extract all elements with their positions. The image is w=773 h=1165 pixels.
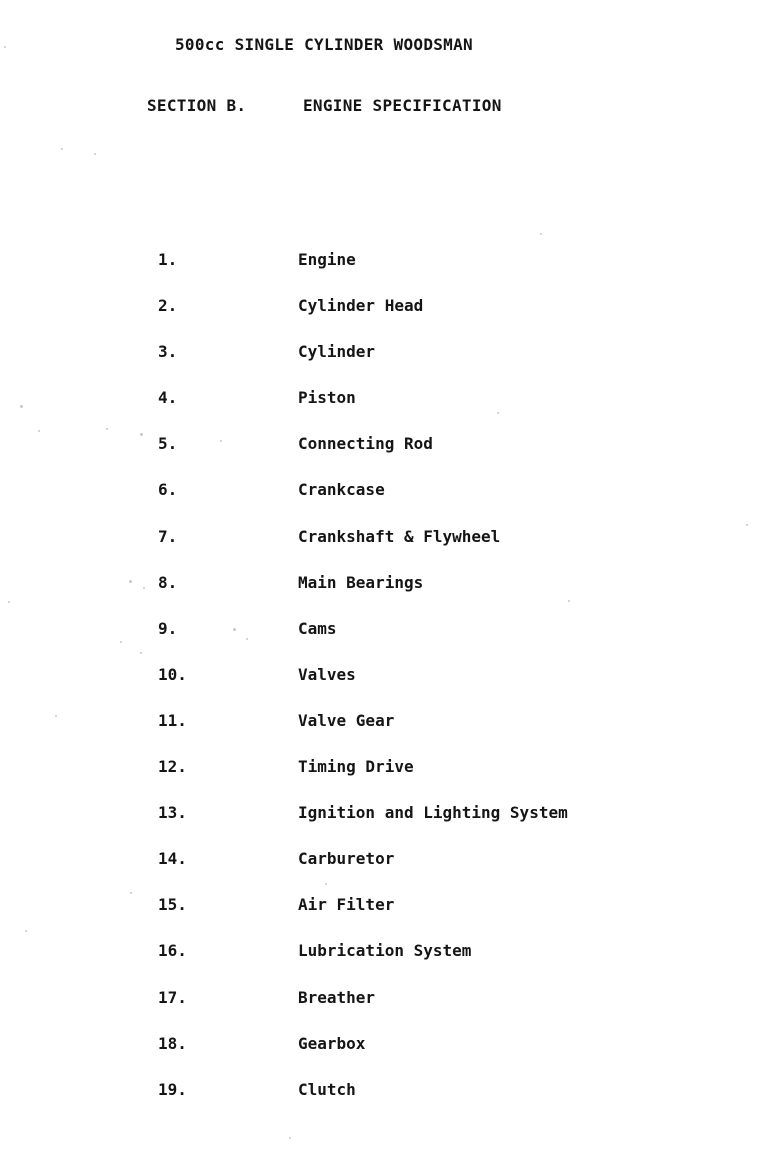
list-item bbox=[0, 434, 773, 480]
item-number: 5. bbox=[158, 434, 178, 454]
scan-speck bbox=[325, 883, 327, 885]
scan-speck bbox=[55, 715, 57, 717]
list-item bbox=[0, 757, 773, 803]
contents-list bbox=[0, 250, 773, 1126]
item-label: Clutch bbox=[298, 1079, 356, 1099]
scan-speck bbox=[61, 148, 63, 150]
list-item bbox=[0, 573, 773, 619]
item-label: Gearbox bbox=[298, 1033, 366, 1053]
list-item bbox=[0, 941, 773, 987]
item-number: 17. bbox=[158, 987, 187, 1007]
list-item bbox=[0, 1034, 773, 1080]
item-label: Main Bearings bbox=[298, 572, 424, 592]
item-number: 1. bbox=[158, 250, 178, 269]
item-label: Piston bbox=[298, 388, 356, 408]
item-number: 19. bbox=[158, 1079, 187, 1099]
list-item bbox=[0, 665, 773, 711]
item-number: 4. bbox=[158, 388, 178, 408]
scan-speck bbox=[140, 652, 142, 654]
scan-speck bbox=[130, 892, 132, 894]
scan-speck bbox=[568, 600, 570, 602]
item-label: Valve Gear bbox=[298, 710, 395, 730]
scan-speck bbox=[120, 641, 122, 643]
item-number: 2. bbox=[158, 296, 178, 316]
document-title: 500cc SINGLE CYLINDER WOODSMAN bbox=[175, 35, 473, 54]
scan-speck bbox=[38, 430, 40, 432]
item-number: 8. bbox=[158, 572, 178, 592]
item-number: 14. bbox=[158, 849, 187, 869]
item-label: Connecting Rod bbox=[298, 434, 433, 454]
item-label: Timing Drive bbox=[298, 757, 414, 777]
section-title: ENGINE SPECIFICATION bbox=[303, 96, 502, 115]
item-number: 9. bbox=[158, 618, 178, 638]
list-item bbox=[0, 527, 773, 573]
item-label: Cylinder Head bbox=[298, 296, 424, 316]
scan-speck bbox=[106, 428, 108, 430]
scan-speck bbox=[220, 440, 222, 442]
scan-speck bbox=[4, 46, 6, 48]
list-item bbox=[0, 1080, 773, 1126]
list-item bbox=[0, 803, 773, 849]
list-item bbox=[0, 619, 773, 665]
scan-speck bbox=[497, 412, 499, 414]
scan-speck bbox=[8, 601, 10, 603]
item-label: Valves bbox=[298, 664, 356, 684]
list-item bbox=[0, 342, 773, 388]
list-item bbox=[0, 711, 773, 757]
section-label: SECTION B. bbox=[147, 96, 247, 115]
item-label: Lubrication System bbox=[298, 941, 472, 961]
item-number: 16. bbox=[158, 941, 187, 961]
list-item bbox=[0, 895, 773, 941]
list-item bbox=[0, 849, 773, 895]
item-label: Air Filter bbox=[298, 895, 395, 915]
item-label: Cylinder bbox=[298, 342, 376, 362]
item-number: 10. bbox=[158, 664, 187, 684]
item-label: Carburetor bbox=[298, 849, 395, 869]
item-number: 3. bbox=[158, 342, 178, 362]
scan-speck bbox=[233, 628, 236, 631]
scan-speck bbox=[20, 405, 23, 408]
item-number: 13. bbox=[158, 803, 187, 823]
item-number: 11. bbox=[158, 710, 187, 730]
scan-speck bbox=[140, 433, 143, 436]
item-label: Engine bbox=[298, 250, 356, 269]
item-number: 6. bbox=[158, 480, 178, 500]
list-item bbox=[0, 250, 773, 296]
scan-speck bbox=[746, 524, 748, 526]
list-item bbox=[0, 388, 773, 434]
item-number: 7. bbox=[158, 526, 178, 546]
scan-speck bbox=[94, 153, 96, 155]
scan-speck bbox=[246, 638, 248, 640]
scan-speck bbox=[143, 587, 145, 589]
item-label: Crankshaft & Flywheel bbox=[298, 526, 501, 546]
item-number: 18. bbox=[158, 1033, 187, 1053]
scan-speck bbox=[289, 1137, 291, 1139]
item-label: Crankcase bbox=[298, 480, 385, 500]
item-label: Cams bbox=[298, 618, 337, 638]
list-item bbox=[0, 480, 773, 526]
scan-speck bbox=[129, 580, 132, 583]
item-label: Breather bbox=[298, 987, 376, 1007]
list-item bbox=[0, 296, 773, 342]
item-number: 12. bbox=[158, 757, 187, 777]
item-number: 15. bbox=[158, 895, 187, 915]
scan-speck bbox=[540, 233, 542, 235]
scan-speck bbox=[25, 930, 27, 932]
item-label: Ignition and Lighting System bbox=[298, 803, 568, 823]
list-item bbox=[0, 988, 773, 1034]
